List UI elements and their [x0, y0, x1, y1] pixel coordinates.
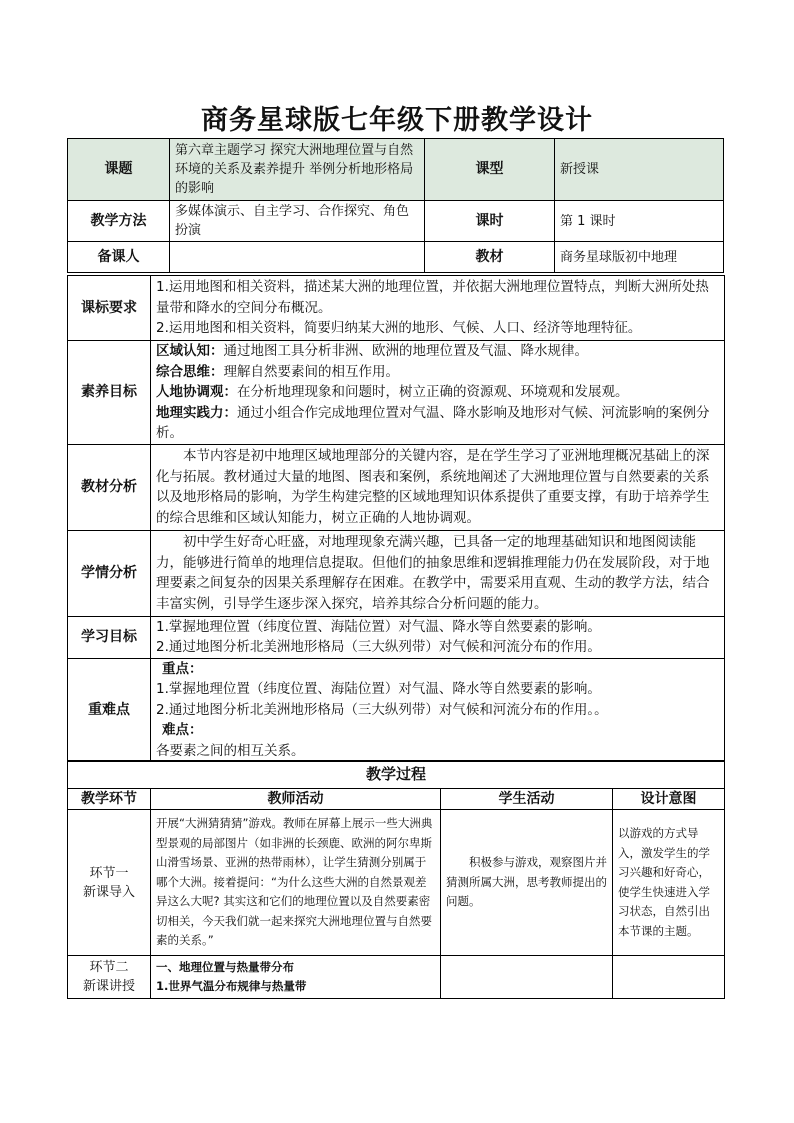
textbook-analysis-text: 本节内容是初中地理区域地理部分的关键内容，是在学生学习了亚洲地理概况基础上的深化与拓展。教材通过大量的地图、图表和案例，系统地阐述了大洲地理位置与自然要素的关系以及地形格局的影响，为学生构建完整的区域地理知识体系提供了重要支撑，有助于培养学生的综合思维和区域认知能力，树立正确的人地协调观。: [151, 444, 725, 530]
sections-table: [67, 275, 725, 762]
teacher-activity: 开展“大洲猜猜猜”游戏。教师在屏幕上展示一些大洲典型景观的局部图片（如非洲的长颈鹿、欧洲的阿尔卑斯山滑雪场景、亚洲的热带雨林），让学生猜测分别属于哪个大洲。接着提问：“为什么这些大洲的自然景观差异这么大呢? 其实这和它们的地理位置以及自然要素密切相关，今天我们就一起来探究大洲地理位置与自然要素的关系。”: [151, 810, 441, 956]
page-title: 商务星球版七年级下册教学设计: [201, 105, 593, 136]
key-points-label: 重难点: [68, 658, 151, 762]
student-activity: [441, 956, 613, 999]
objective-line: 1.掌握地理位置（纬度位置、海陆位置）对气温、降水等自然要素的影响。: [156, 618, 601, 635]
stage-cell: 环节二 新课讲授: [68, 956, 151, 999]
literacy-label: 素养目标: [68, 341, 151, 445]
difficulty-heading: 难点：: [162, 722, 203, 738]
textbook-value: 商务星球版初中地理: [555, 242, 724, 273]
topic-label: 课题: [68, 139, 170, 201]
design-intent: [613, 956, 725, 999]
info-table: [67, 138, 724, 273]
design-intent: 以游戏的方式导入，激发学生的学习兴趣和好奇心，使学生快速进入学习状态，自然引出本节课的主题。: [613, 810, 725, 956]
curriculum-line: 2.运用地图和相关资料，简要归纳某大洲的地形、气候、人口、经济等地理特征。: [156, 320, 642, 337]
difficulty-text: 各要素之间的相互关系。: [156, 742, 305, 759]
key-line: 2.通过地图分析北美洲地形格局（三大纵列带）对气候和河流分布的作用。。: [156, 701, 608, 718]
process-header-stage: 教学环节: [68, 789, 151, 810]
objective-line: 2.通过地图分析北美洲地形格局（三大纵列带）对气候和河流分布的作用。: [156, 639, 601, 655]
objectives-label: 学习目标: [68, 616, 151, 658]
literacy-item: 区域认知：通过地图工具分析非洲、欧洲的地理位置及气温、降水规律。: [156, 343, 588, 359]
lesson-type-label: 课型: [425, 139, 555, 201]
preparer-label: 备课人: [68, 242, 170, 273]
curriculum-line: 1.运用地图和相关资料，描述某大洲的地理位置，并依据大洲地理位置特点，判断大洲所处热量带和降水的空间分布概况。: [156, 279, 709, 316]
objectives-content: [151, 616, 725, 658]
literacy-item: 综合思维：理解自然要素间的相互作用。: [156, 363, 399, 380]
process-title: 教学过程: [68, 761, 725, 789]
key-heading: 重点：: [162, 660, 203, 677]
topic-value: 第六章主题学习 探究大洲地理位置与自然环境的关系及素养提升 举例分析地形格局的影响: [170, 139, 425, 201]
textbook-label: 教材: [425, 242, 555, 273]
lesson-type-value: 新授课: [555, 139, 724, 201]
process-header-teacher: 教师活动: [151, 789, 441, 810]
key-points-content: [151, 658, 725, 762]
curriculum-label: 课标要求: [68, 276, 151, 341]
period-value: 第 1 课时: [555, 201, 724, 242]
literacy-content: [151, 341, 725, 445]
stage-cell: 环节一 新课导入: [68, 810, 151, 956]
key-line: 1.掌握地理位置（纬度位置、海陆位置）对气温、降水等自然要素的影响。: [156, 681, 601, 697]
process-table: [67, 760, 725, 999]
textbook-analysis-label: 教材分析: [68, 444, 151, 530]
curriculum-content: [151, 276, 725, 341]
literacy-item: 地理实践力：通过小组合作完成地理位置对气温、降水影响及地形对气候、河流影响的案例分析。: [156, 404, 710, 441]
teacher-activity: 一、地理位置与热量带分布 1.世界气温分布规律与热量带: [151, 956, 441, 999]
method-label: 教学方法: [68, 201, 170, 242]
literacy-item: 人地协调观：在分析地理现象和问题时，树立正确的资源观、环境观和发展观。: [156, 384, 629, 400]
student-analysis-label: 学情分析: [68, 530, 151, 616]
period-label: 课时: [425, 201, 555, 242]
preparer-value: [170, 242, 425, 273]
process-header-student: 学生活动: [441, 789, 613, 810]
student-activity: 积极参与游戏，观察图片并猜测所属大洲，思考教师提出的问题。: [441, 810, 613, 956]
student-analysis-text: 初中学生好奇心旺盛，对地理现象充满兴趣，已具备一定的地理基础知识和地图阅读能力，能够进行简单的地理信息提取。但他们的抽象思维和逻辑推理能力仍在发展阶段，对于地理要素之间复杂的因果关系理解存在困难。在教学中，需要采用直观、生动的教学方法，结合丰富实例，引导学生逐步深入探究，培养其综合分析问题的能力。: [151, 530, 725, 616]
method-value: 多媒体演示、自主学习、合作探究、角色扮演: [170, 201, 425, 242]
process-header-intent: 设计意图: [613, 789, 725, 810]
